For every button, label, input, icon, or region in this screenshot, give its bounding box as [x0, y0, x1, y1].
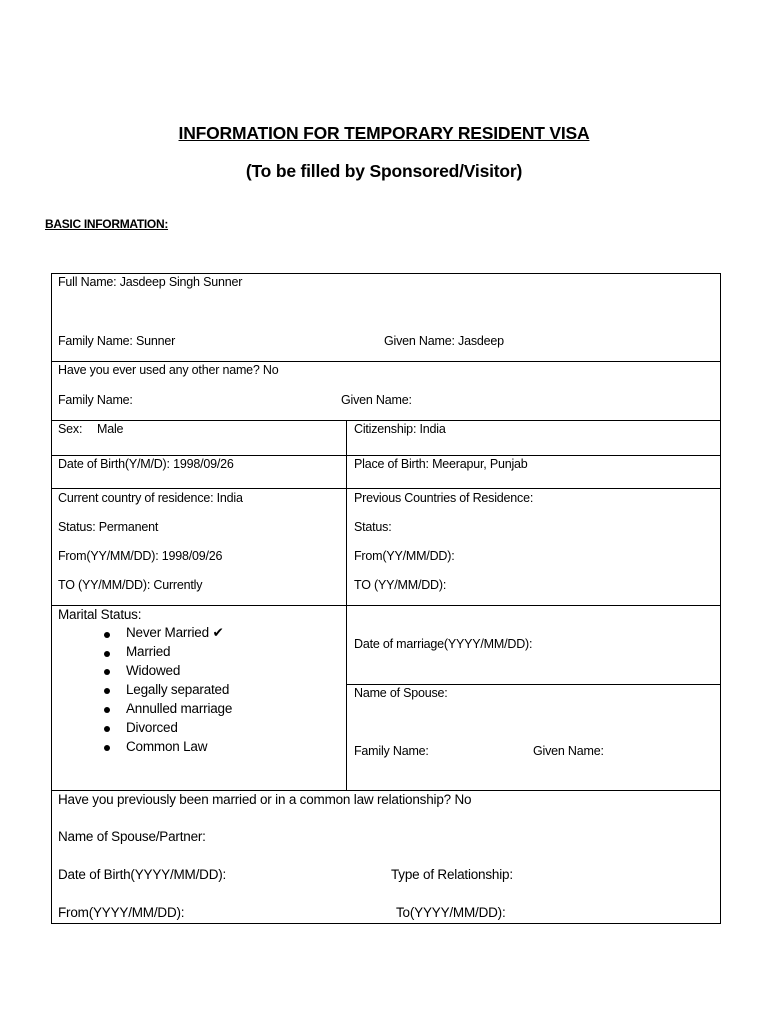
other-family-name-field: Family Name:: [58, 393, 133, 407]
bullet-icon: [104, 669, 110, 675]
row-divider: [51, 455, 721, 456]
place-of-birth-field: Place of Birth: Meerapur, Punjab: [354, 457, 528, 471]
partner-dob-field: Date of Birth(YYYY/MM/DD):: [58, 867, 227, 882]
row-divider: [51, 605, 721, 606]
spouse-given-name-field: Given Name:: [533, 744, 604, 758]
family-name-field: Family Name: Sunner: [58, 334, 176, 348]
relationship-from-field: From(YYYY/MM/DD):: [58, 905, 185, 920]
document-title: INFORMATION FOR TEMPORARY RESIDENT VISA: [178, 123, 590, 143]
previous-marriage-question: Have you previously been married or in a common law relationship? No: [58, 792, 472, 807]
current-country-field: Current country of residence: India: [58, 491, 243, 505]
sex-label: Sex:: [58, 422, 83, 436]
current-to-field: TO (YY/MM/DD): Currently: [58, 578, 203, 592]
relationship-type-field: Type of Relationship:: [391, 867, 513, 882]
partner-name-field: Name of Spouse/Partner:: [58, 829, 206, 844]
current-from-field: From(YY/MM/DD): 1998/09/26: [58, 549, 223, 563]
bullet-icon: [104, 707, 110, 713]
spouse-family-name-field: Family Name:: [354, 744, 429, 758]
row-divider: [51, 420, 721, 421]
bullet-icon: [104, 651, 110, 657]
date-of-birth-field: Date of Birth(Y/M/D): 1998/09/26: [58, 457, 234, 471]
sex-value: Male: [97, 422, 124, 436]
marital-option: Widowed: [126, 663, 181, 678]
marital-option: Divorced: [126, 720, 178, 735]
full-name-field: Full Name: Jasdeep Singh Sunner: [58, 275, 243, 289]
bullet-icon: [104, 745, 110, 751]
section-heading: BASIC INFORMATION:: [45, 217, 169, 231]
citizenship-field: Citizenship: India: [354, 422, 446, 436]
previous-to-field: TO (YY/MM/DD):: [354, 578, 447, 592]
bullet-icon: [104, 688, 110, 694]
other-given-name-field: Given Name:: [341, 393, 412, 407]
marital-status-label: Marital Status:: [58, 607, 142, 622]
given-name-field: Given Name: Jasdeep: [384, 334, 504, 348]
row-divider: [51, 790, 721, 791]
previous-from-field: From(YY/MM/DD):: [354, 549, 455, 563]
bullet-icon: [104, 632, 110, 638]
previous-status-field: Status:: [354, 520, 392, 534]
previous-countries-field: Previous Countries of Residence:: [354, 491, 534, 505]
marital-option: Married: [126, 644, 171, 659]
row-divider: [51, 488, 721, 489]
spouse-name-field: Name of Spouse:: [354, 686, 448, 700]
marital-option: Annulled marriage: [126, 701, 233, 716]
other-name-question: Have you ever used any other name? No: [58, 363, 279, 377]
column-divider: [346, 420, 347, 791]
date-of-marriage-field: Date of marriage(YYYY/MM/DD):: [354, 637, 533, 651]
marital-option: Never Married ✔: [126, 625, 224, 640]
row-divider: [346, 684, 721, 685]
marital-option: Legally separated: [126, 682, 230, 697]
bullet-icon: [104, 726, 110, 732]
current-status-field: Status: Permanent: [58, 520, 159, 534]
row-divider: [51, 361, 721, 362]
relationship-to-field: To(YYYY/MM/DD):: [396, 905, 506, 920]
document-subtitle: (To be filled by Sponsored/Visitor): [245, 161, 523, 181]
marital-option: Common Law: [126, 739, 208, 754]
